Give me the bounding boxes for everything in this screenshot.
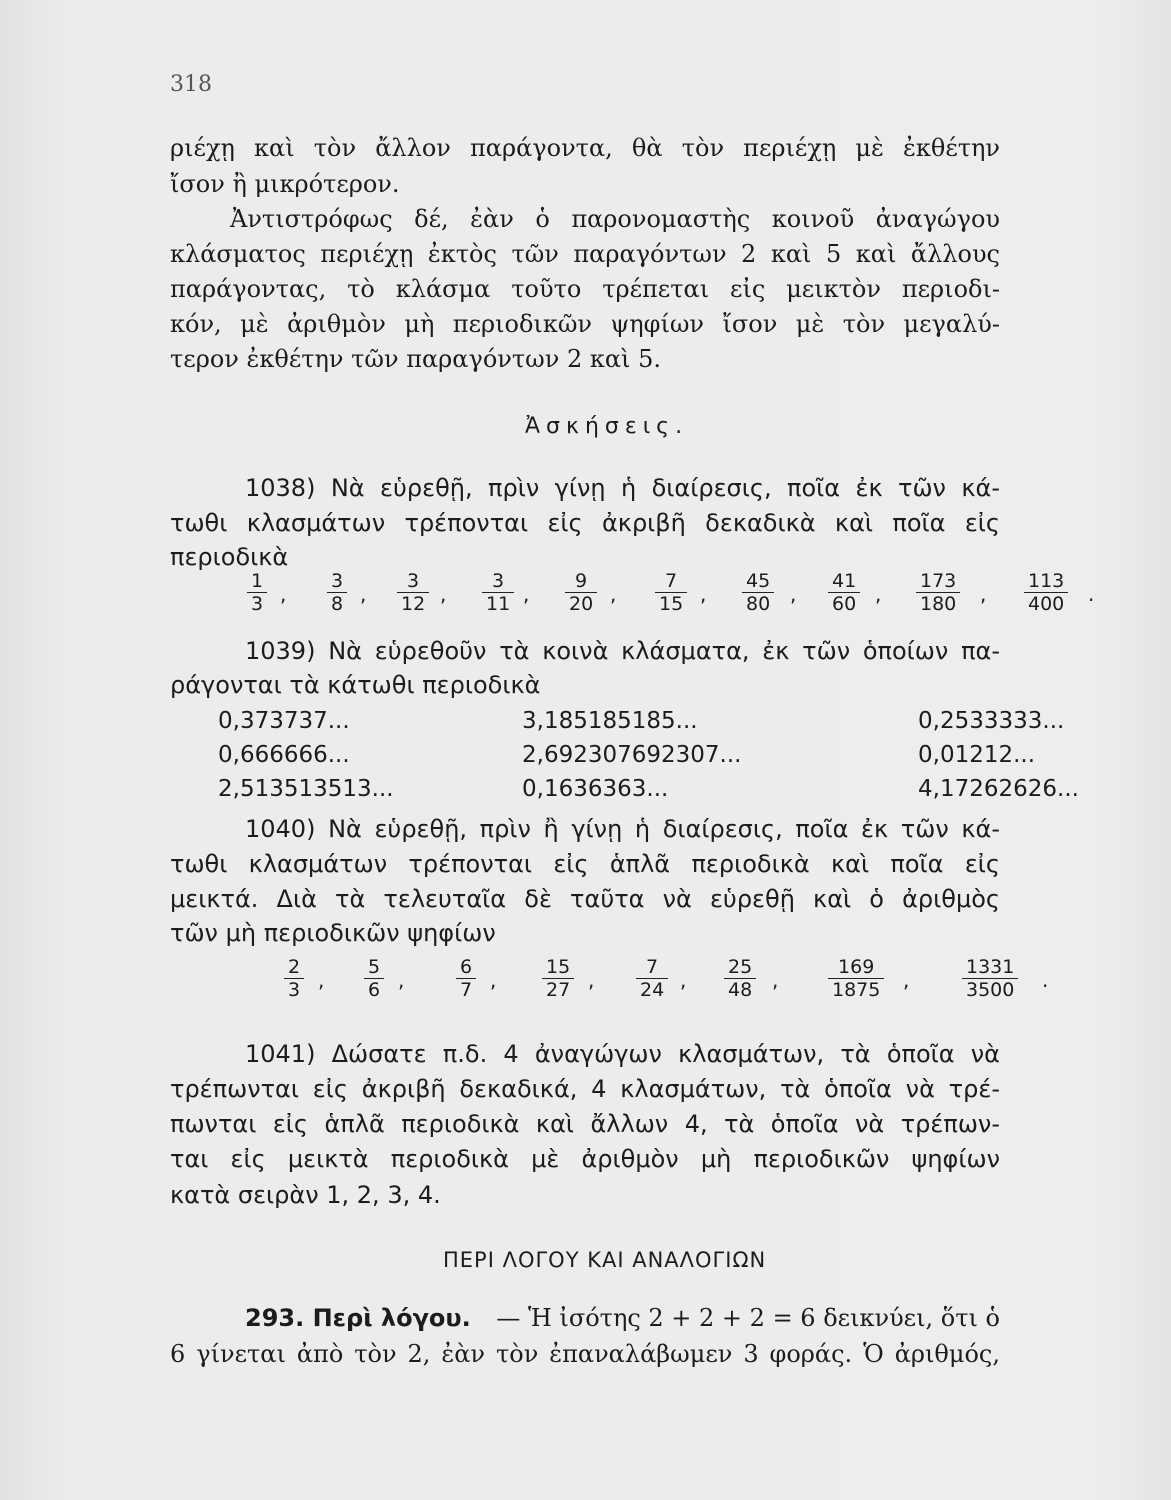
- comma: ,: [440, 582, 447, 606]
- fraction: $\frac{9}{20}$: [565, 570, 597, 615]
- fraction: $\frac{2}{3}$: [284, 956, 304, 1001]
- decimal-cell: 0,2533333...: [918, 708, 1065, 734]
- ex1038-line-2: τωθι κλασμάτων τρέπονται εἰς ἀκριβῆ δεκαδικὰ καὶ ποῖα εἰς: [170, 509, 1000, 537]
- fraction: $\frac{25}{48}$: [724, 956, 756, 1001]
- comma: ,: [280, 582, 287, 606]
- comma: ,: [790, 582, 797, 606]
- ex1041-line-1: 1041) Δώσατε π.δ. 4 ἀναγώγων κλασμάτων, τὰ ὁποῖα νὰ: [245, 1040, 1000, 1068]
- intro-line-1: ριέχῃ καὶ τὸν ἄλλον παράγοντα, θὰ τὸν περιέχῃ μὲ ἐκθέτην: [170, 134, 1000, 162]
- sec293-line-1: [245, 1304, 1000, 1332]
- ex1041-line-2: τρέπωνται εἰς ἀκριβῆ δεκαδικά, 4 κλασμάτων, τὰ ὁποῖα νὰ τρέ-: [170, 1075, 1000, 1103]
- period: .: [1042, 968, 1049, 992]
- ex1040-line-3: μεικτά. Διὰ τὰ τελευταῖα δὲ ταῦτα νὰ εὑρεθῇ καὶ ὁ ἀριθμὸς: [170, 885, 1000, 913]
- section-heading: ΠΕΡΙ ΛΟΓΟΥ ΚΑΙ ΑΝΑΛΟΓΙΩΝ: [443, 1248, 767, 1272]
- decimal-cell: 0,1636363...: [522, 776, 669, 802]
- decimal-cell: 4,17262626...: [918, 776, 1079, 802]
- fraction: $\frac{1}{3}$: [247, 570, 267, 615]
- ex1039-line-1: 1039) Νὰ εὑρεθοῦν τὰ κοινὰ κλάσματα, ἐκ τῶν ὁποίων πα-: [245, 637, 1000, 665]
- fraction: $\frac{7}{15}$: [655, 570, 687, 615]
- comma: ,: [523, 582, 530, 606]
- ex1041-line-3: πωνται εἰς ἁπλᾶ περιοδικὰ καὶ ἄλλων 4, τὰ ὁποῖα νὰ τρέπων-: [170, 1110, 1000, 1138]
- decimal-cell: 0,666666...: [218, 742, 350, 768]
- fraction: $\frac{3}{11}$: [482, 570, 514, 615]
- sec293-line-1-rest: — Ἡ ἰσότης 2 + 2 + 2 = 6 δεικνύει, ὅτι ὁ: [496, 1304, 1000, 1332]
- decimal-cell: 2,692307692307...: [522, 742, 742, 768]
- intro-line-7: τερον ἐκθέτην τῶν παραγόντων 2 καὶ 5.: [170, 345, 661, 373]
- decimal-cell: 2,513513513...: [218, 776, 394, 802]
- comma: ,: [680, 968, 687, 992]
- ex1040-line-1: 1040) Νὰ εὑρεθῇ, πρὶν ἢ γίνῃ ἡ διαίρεσις, ποῖα ἐκ τῶν κά-: [245, 815, 1000, 843]
- intro-line-6: κόν, μὲ ἀριθμὸν μὴ περιοδικῶν ψηφίων ἴσον μὲ τὸν μεγαλύ-: [170, 310, 1000, 338]
- period: .: [1088, 582, 1095, 606]
- sec293-title: 293. Περὶ λόγου.: [245, 1304, 471, 1332]
- fraction: $\frac{3}{12}$: [397, 570, 429, 615]
- fraction: $\frac{41}{60}$: [828, 570, 860, 615]
- comma: ,: [360, 582, 367, 606]
- ex1039-line-2: ράγονται τὰ κάτωθι περιοδικὰ: [170, 671, 541, 699]
- fraction: $\frac{3}{8}$: [327, 570, 347, 615]
- fraction: $\frac{169}{1875}$: [828, 956, 884, 1001]
- fraction: $\frac{1331}{3500}$: [962, 956, 1018, 1001]
- comma: ,: [700, 582, 707, 606]
- intro-line-4: κλάσματος περιέχῃ ἐκτὸς τῶν παραγόντων 2 καὶ 5 καὶ ἄλλους: [170, 240, 1000, 268]
- ex1040-line-2: τωθι κλασμάτων τρέπονται εἰς ἁπλᾶ περιοδικὰ καὶ ποῖα εἰς: [170, 850, 1000, 878]
- ex1038-line-1: 1038) Νὰ εὑρεθῇ, πρὶν γίνῃ ἡ διαίρεσις, ποῖα ἐκ τῶν κά-: [245, 474, 1000, 502]
- comma: ,: [588, 968, 595, 992]
- decimal-cell: 3,185185185...: [522, 708, 698, 734]
- comma: ,: [772, 968, 779, 992]
- page-number: 318: [170, 72, 212, 97]
- intro-line-2: ἴσον ἢ μικρότερον.: [170, 170, 400, 198]
- fraction: $\frac{7}{24}$: [636, 956, 668, 1001]
- ex1041-line-4: ται εἰς μεικτὰ περιοδικὰ μὲ ἀριθμὸν μὴ περιοδικῶν ψηφίων: [170, 1145, 1000, 1173]
- fraction: $\frac{173}{180}$: [916, 570, 960, 615]
- exercises-heading: Ἀσκήσεις.: [525, 414, 689, 439]
- comma: ,: [398, 968, 405, 992]
- ex1041-line-5: κατὰ σειρὰν 1, 2, 3, 4.: [170, 1181, 441, 1209]
- decimal-cell: 0,01212...: [918, 742, 1036, 768]
- fraction: $\frac{113}{400}$: [1024, 570, 1068, 615]
- sec293-line-2: 6 γίνεται ἀπὸ τὸν 2, ἐὰν τὸν ἐπαναλάβωμεν 3 φοράς. Ὁ ἀριθμός,: [170, 1340, 1000, 1368]
- comma: ,: [318, 968, 325, 992]
- decimal-cell: 0,373737...: [218, 708, 350, 734]
- intro-line-3: Ἀντιστρόφως δέ, ἐὰν ὁ παρονομαστὴς κοινοῦ ἀναγώγου: [230, 205, 1000, 233]
- fraction: $\frac{6}{7}$: [456, 956, 476, 1001]
- intro-line-5: παράγοντας, τὸ κλάσμα τοῦτο τρέπεται εἰς μεικτὸν περιοδι-: [170, 275, 1000, 303]
- ex1038-line-3: περιοδικὰ: [170, 543, 289, 571]
- comma: ,: [610, 582, 617, 606]
- comma: ,: [490, 968, 497, 992]
- comma: ,: [980, 582, 987, 606]
- comma: ,: [875, 582, 882, 606]
- comma: ,: [903, 968, 910, 992]
- fraction: $\frac{45}{80}$: [742, 570, 774, 615]
- fraction: $\frac{5}{6}$: [364, 956, 384, 1001]
- ex1040-line-4: τῶν μὴ περιοδικῶν ψηφίων: [170, 919, 496, 947]
- fraction: $\frac{15}{27}$: [542, 956, 574, 1001]
